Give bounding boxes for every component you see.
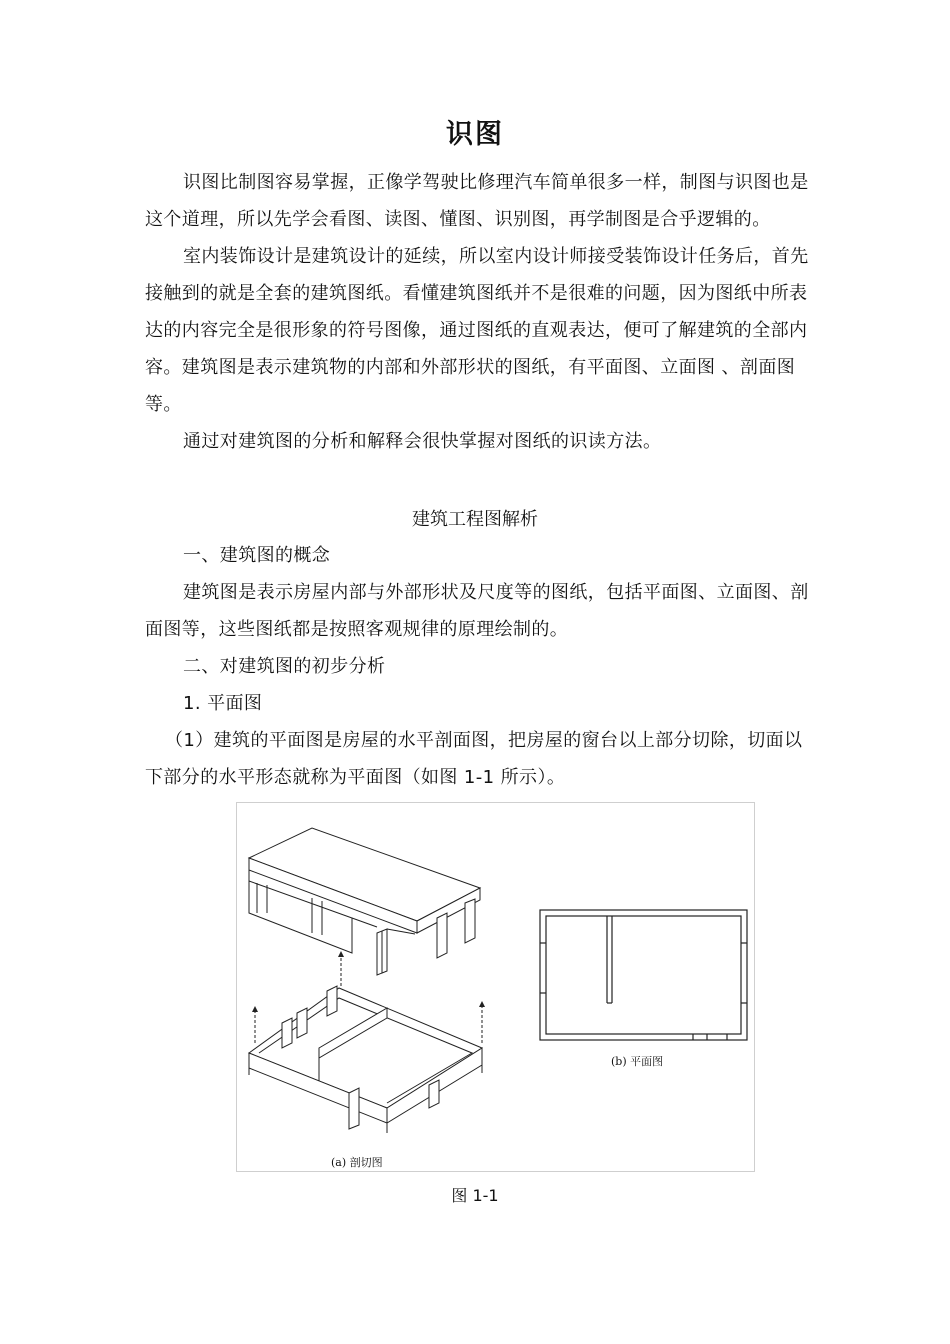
heading-floor-plan: 1. 平面图: [183, 693, 263, 714]
heading-analysis: 二、对建筑图的初步分析: [183, 656, 386, 677]
section-title: 建筑工程图解析: [412, 509, 538, 530]
page-title: 识图: [446, 119, 504, 150]
lower-house-part: [249, 986, 482, 1133]
caption-plan-view: (b) 平面图: [611, 1055, 664, 1068]
intro-paragraph-1: 识图比制图容易掌握，正像学驾驶比修理汽车简单很多一样，制图与识图也是这个道理，所以先学会看图、读图、懂图、识别图，再学制图是合乎逻辑的。: [145, 172, 809, 230]
upper-house-part: [249, 828, 480, 975]
figure-1-1: [236, 802, 755, 1172]
caption-section-view: (a) 剖切图: [331, 1156, 383, 1169]
figure-label: 图 1-1: [451, 1186, 499, 1205]
intro-paragraph-2: 室内装饰设计是建筑设计的延续，所以室内设计师接受装饰设计任务后，首先接触到的就是全套的建筑图纸。看懂建筑图纸并不是很难的问题，因为图纸中所表达的内容完全是很形象的符号图像，通过图纸的直观表达，便可了解建筑的全部内容。建筑图是表示建筑物的内部和外部形状的图纸，有平面图、立面图 、剖面图等。: [145, 246, 809, 415]
intro-paragraph-3: 通过对建筑图的分析和解释会很快掌握对图纸的识读方法。: [183, 431, 662, 452]
figure-illustration: [237, 803, 754, 1171]
floor-plan-paragraph: （1）建筑的平面图是房屋的水平剖面图，把房屋的窗台以上部分切除，切面以下部分的水平形态就称为平面图（如图 1-1 所示）。: [145, 730, 803, 788]
floor-plan-drawing: [540, 910, 747, 1040]
concept-paragraph: 建筑图是表示房屋内部与外部形状及尺度等的图纸，包括平面图、立面图、剖面图等，这些图纸都是按照客观规律的原理绘制的。: [145, 582, 809, 640]
heading-concept: 一、建筑图的概念: [183, 545, 331, 566]
